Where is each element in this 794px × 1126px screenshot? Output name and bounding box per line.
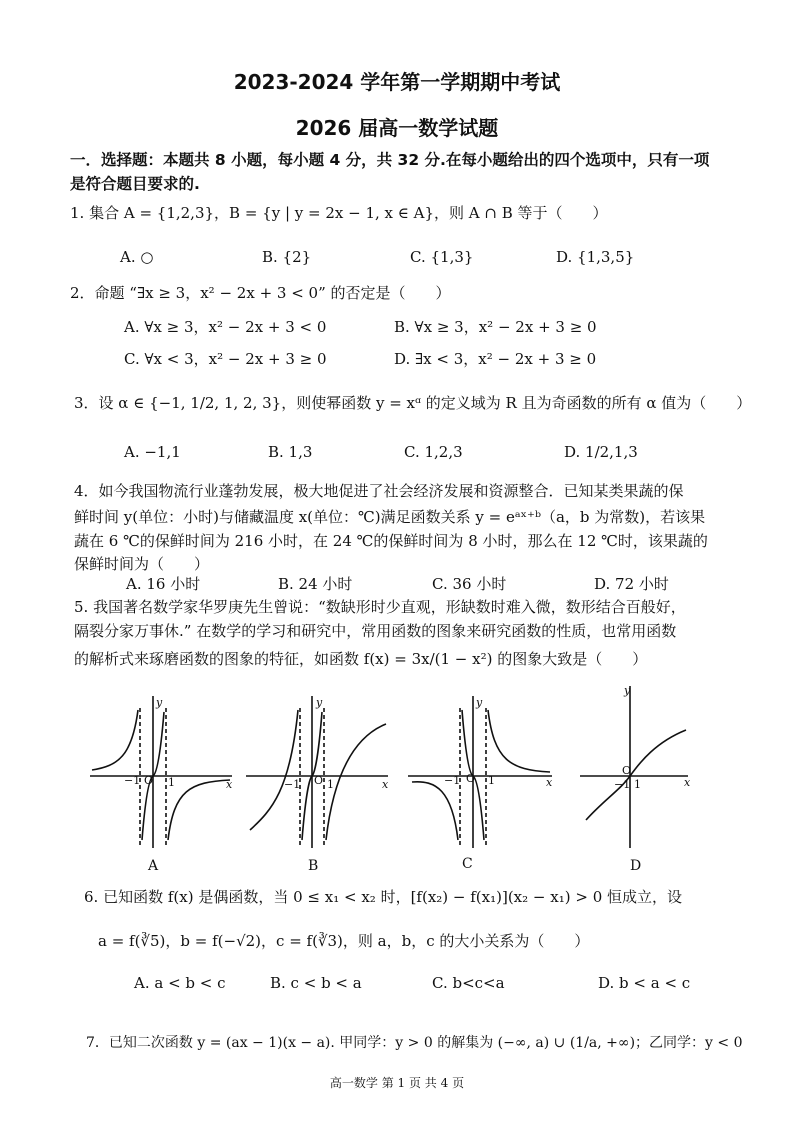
exam-subtitle: 2026 届高一数学试题 bbox=[295, 116, 499, 140]
graph-a-origin: O bbox=[144, 774, 154, 787]
section-heading-line1: 一．选择题：本题共 8 小题，每小题 4 分，共 32 分.在每小题给出的四个选项中，只有一项 bbox=[70, 151, 710, 169]
graph-b-label: B bbox=[308, 858, 319, 874]
graph-a-x-label: x bbox=[226, 778, 233, 791]
q6-option-d: D. b < a < c bbox=[598, 974, 691, 992]
graph-c-x-label: x bbox=[546, 776, 553, 789]
graph-c-origin: O bbox=[466, 772, 476, 785]
graph-d-label: D bbox=[630, 858, 642, 874]
q3-option-b: B. 1,3 bbox=[268, 443, 313, 461]
graph-a-y-label: y bbox=[156, 696, 163, 709]
q3-option-d: D. 1/2,1,3 bbox=[564, 443, 638, 461]
q3-stem: 3．设 α ∈ {−1, 1/2, 1, 2, 3}，则使幂函数 y = xᵅ 的定义域为 R 且为奇函数的所有 α 值为（ ） bbox=[74, 394, 752, 412]
q4-option-a: A. 16 小时 bbox=[126, 575, 201, 593]
q2-stem: 2．命题 “∃x ≥ 3，x² − 2x + 3 < 0” 的否定是（ ） bbox=[70, 284, 451, 302]
graph-b-origin: O bbox=[314, 774, 324, 787]
graph-d-tick-pos: 1 bbox=[634, 778, 641, 791]
q4-option-d: D. 72 小时 bbox=[594, 575, 669, 593]
graph-c-y-label: y bbox=[476, 696, 483, 709]
q1-option-d: D. {1,3,5} bbox=[556, 248, 635, 266]
graph-a bbox=[90, 696, 232, 848]
q4-line4: 保鲜时间为（ ） bbox=[74, 555, 210, 573]
q2-option-c: C. ∀x < 3，x² − 2x + 3 ≥ 0 bbox=[124, 350, 327, 368]
graph-d bbox=[580, 686, 688, 848]
q2-option-b: B. ∀x ≥ 3，x² − 2x + 3 ≥ 0 bbox=[394, 318, 597, 336]
graph-c bbox=[408, 696, 552, 848]
graph-b-x-label: x bbox=[382, 778, 389, 791]
q2-option-d: D. ∃x < 3，x² − 2x + 3 ≥ 0 bbox=[394, 350, 597, 368]
q5-line3: 的解析式来琢磨函数的图象的特征，如函数 f(x) = 3x/(1 − x²) 的图象大致是（ ） bbox=[74, 650, 648, 668]
q1-option-c: C. {1,3} bbox=[410, 248, 474, 266]
q6-option-b: B. c < b < a bbox=[270, 974, 362, 992]
q1-option-a: A. ○ bbox=[120, 248, 154, 266]
q4-line1: 4．如今我国物流行业蓬勃发展，极大地促进了社会经济发展和资源整合．已知某类果蔬的保 bbox=[74, 482, 684, 500]
q4-line3: 蔬在 6 ℃的保鲜时间为 216 小时，在 24 ℃的保鲜时间为 8 小时，那么在 12 ℃时，该果蔬的 bbox=[74, 532, 708, 550]
q4-option-b: B. 24 小时 bbox=[278, 575, 353, 593]
graph-d-y-label: y bbox=[624, 684, 631, 697]
page-footer: 高一数学 第 1 页 共 4 页 bbox=[329, 1076, 465, 1090]
q1-option-b: B. {2} bbox=[262, 248, 312, 266]
q5-line2: 隔裂分家万事休.” 在数学的学习和研究中，常用函数的图象来研究函数的性质，也常用函数 bbox=[74, 622, 677, 640]
q4-option-c: C. 36 小时 bbox=[432, 575, 507, 593]
q3-option-c: C. 1,2,3 bbox=[404, 443, 463, 461]
graph-d-origin: O bbox=[622, 764, 632, 777]
graph-b-y-label: y bbox=[316, 696, 323, 709]
q5-graphs bbox=[0, 680, 794, 876]
graph-a-tick-pos: 1 bbox=[168, 776, 175, 789]
graph-b-tick-neg: −1 bbox=[284, 778, 301, 791]
q7-line1: 7．已知二次函数 y = (ax − 1)(x − a). 甲同学：y > 0 的解集为 (−∞, a) ∪ (1/a, +∞)；乙同学：y < 0 bbox=[86, 1035, 743, 1051]
section-heading-line2: 是符合题目要求的. bbox=[70, 175, 200, 193]
q2-option-a: A. ∀x ≥ 3，x² − 2x + 3 < 0 bbox=[124, 318, 327, 336]
q3-option-a: A. −1,1 bbox=[124, 443, 181, 461]
graph-c-tick-pos: 1 bbox=[488, 774, 495, 787]
graph-d-tick-neg: −1 bbox=[614, 778, 631, 791]
q6-option-a: A. a < b < c bbox=[134, 974, 226, 992]
q6-line2: a = f(∛5)，b = f(−√2)，c = f(∛3)，则 a，b，c 的大小关系为（ ） bbox=[98, 932, 590, 950]
q4-line2: 鲜时间 y(单位：小时)与储藏温度 x(单位：℃)满足函数关系 y = eᵃˣ⁺ᵇ（a，b 为常数)，若该果 bbox=[74, 508, 706, 526]
q6-line1: 6. 已知函数 f(x) 是偶函数，当 0 ≤ x₁ < x₂ 时，[f(x₂) − f(x₁)](x₂ − x₁) > 0 恒成立，设 bbox=[84, 888, 683, 906]
graph-b bbox=[246, 696, 388, 848]
graph-d-x-label: x bbox=[684, 776, 691, 789]
exam-title: 2023-2024 学年第一学期期中考试 bbox=[233, 70, 561, 94]
graph-a-label: A bbox=[148, 858, 159, 874]
q5-line1: 5. 我国著名数学家华罗庚先生曾说：“数缺形时少直观，形缺数时难入微，数形结合百般好， bbox=[74, 598, 686, 616]
q1-stem: 1. 集合 A = {1,2,3}，B = {y | y = 2x − 1, x ∈ A}，则 A ∩ B 等于（ ） bbox=[70, 204, 608, 222]
graph-b-tick-pos: 1 bbox=[327, 778, 334, 791]
graph-a-tick-neg: −1 bbox=[124, 774, 141, 787]
q6-option-c: C. b<c<a bbox=[432, 974, 505, 992]
graph-c-tick-neg: −1 bbox=[444, 774, 461, 787]
graph-c-label: C bbox=[462, 856, 473, 872]
